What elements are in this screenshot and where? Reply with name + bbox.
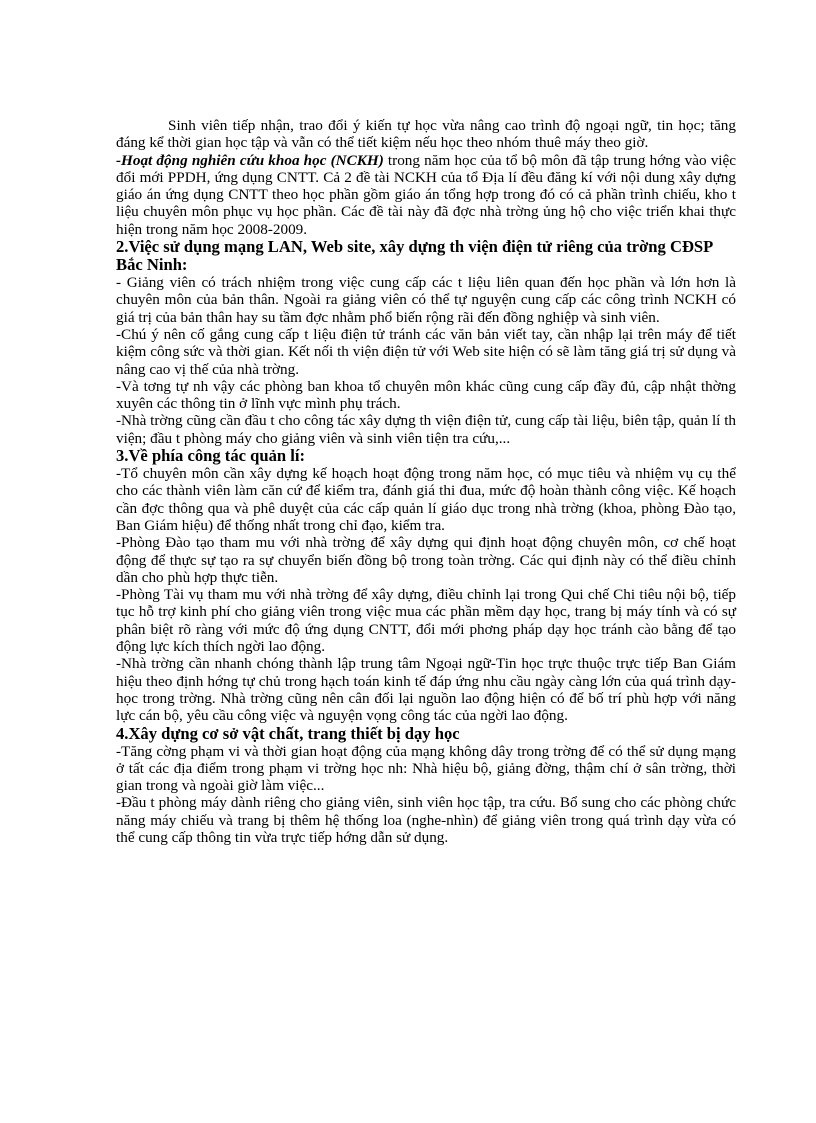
paragraph-language-center: -Nhà trờng cần nhanh chóng thành lập trung tâm Ngoại ngữ-Tin học trực thuộc trực tiếp Ban Giám hiệu theo định hớng tự chủ trong hạch toán kinh tế đáp ứng nhu cầu ngày càng lớn của quá trình dạy-học trong trờng. Nhà trờng cũng nên cân đối lại nguồn lao động hiện có để bố trí phù hợp với năng lực cán bộ, yêu cầu công việc và nguyện vọng công tác của ngời lao động. [116,655,736,725]
document-page [116,117,736,846]
heading-lan-website: 2.Việc sử dụng mạng LAN, Web site, xây dựng th viện điện tử riêng của trờng CĐSP Bắc Ninh: [116,237,713,275]
paragraph-student-self-study: Sinh viên tiếp nhận, trao đổi ý kiến tự học vừa nâng cao trình độ ngoại ngữ, tin học; tăng đáng kể thời gian học tập và vẫn có thể tiết kiệm nếu học theo nhóm thuê máy theo giờ. [116,117,736,152]
paragraph-electronic-material: -Chú ý nên cố gắng cung cấp t liệu điện tử tránh các văn bản viết tay, cần nhập lại trên máy để tiết kiệm công sức và thời gian. Kết nối th viện điện tử với Web site hiện có sẽ làm tăng giá trị sử dụng và nâng cao vị thế của nhà trờng. [116,325,736,378]
paragraph-departments: -Và tơng tự nh vậy các phòng ban khoa tổ chuyên môn khác cũng cung cấp đầy đủ, cập nhật thờng xuyên các thông tin ở lĩnh vực mình phụ trách. [116,377,736,413]
paragraph-finance-office: -Phòng Tài vụ tham mu với nhà trờng để xây dựng, điều chỉnh lại trong Qui chế Chi tiêu nội bộ, tiếp tục hỗ trợ kinh phí cho giảng viên trong việc mua các phần mềm dạy học, trang bị máy tính và có sự phân biệt rõ ràng với mức độ ứng dụng CNTT, đổi mới phơng pháp dạy học tránh cào bằng để tạo động lực kích thích ngời lao động. [116,586,736,656]
research-lead: -Hoạt động nghiên cứu khoa học (NCKH) [116,151,384,169]
paragraph-computer-room: -Đầu t phòng máy dành riêng cho giảng viên, sinh viên học tập, tra cứu. Bổ sung cho các phòng chức năng máy chiếu và trang bị thêm hệ thống loa (nghe-nhìn) để giảng viên trong quá trình dạy vừa có thể cung cấp thông tin vừa trực tiếp hớng dẫn sử dụng. [116,794,736,846]
heading-management: 3.Về phía công tác quản lí: [116,446,306,466]
paragraph-lecturer-responsibility: - Giảng viên có trách nhiệm trong việc cung cấp các t liệu liên quan đến học phần và lớn hơn là chuyên môn của bản thân. Ngoài ra giảng viên có thể tự nguyện cung cấp các công trình NCKH có giá trị của bản thân hay su tầm đợc nhằm phổ biến rộng rãi đến đồng nghiệp và sinh viên. [116,274,736,326]
paragraph-training-office: -Phòng Đào tạo tham mu với nhà trờng để xây dựng qui định hoạt động chuyên môn, cơ chế hoạt động để thực sự tạo ra sự chuyển biến đồng bộ trong toàn trờng. Các qui định này có thể điều chỉnh dần cho phù hợp thực tiễn. [116,534,736,586]
paragraph-department-plan: -Tổ chuyên môn cần xây dựng kế hoạch hoạt động trong năm học, có mục tiêu và nhiệm vụ cụ thể cho các thành viên làm căn cứ để kiểm tra, đánh giá thi đua, mức độ hoàn thành công việc. Kế hoạch cần đợc thông qua và phê duyệt của các cấp quản lí giáo dục trong nhà trờng (khoa, phòng Đào tạo, Ban Giám hiệu) để thống nhất trong chỉ đạo, kiểm tra. [116,465,736,534]
paragraph-research-activity [116,152,736,238]
paragraph-wireless-network: -Tăng cờng phạm vi và thời gian hoạt động của mạng không dây trong trờng để có thể sử dụng mạng ở tất các địa điểm trong phạm vi trờng học nh: Nhà hiệu bộ, giảng đờng, thậm chí ở sân trờng, thời gian trong và ngoài giờ làm việc... [116,742,736,795]
heading-facilities: 4.Xây dựng cơ sở vật chất, trang thiết bị dạy học [116,723,460,743]
research-body: trong năm học của tổ bộ môn đã tập trung hớng vào việc đổi mới PPDH, ứng dụng CNTT. Cả 2 đề tài NCKH của tổ Địa lí đều đăng kí với nội dung xây dựng giáo án ứng dụng CNTT theo học phần gồm giáo án tổng hợp trong đó có cả phần trình chiếu, kho t liệu chuyên môn phục vụ học phần. Các đề tài này đã đợc nhà trờng ủng hộ cho việc triển khai thực hiện trong năm học 2008-2009. [116,151,736,238]
paragraph-library-investment: -Nhà trờng cũng cần đầu t cho công tác xây dựng th viện điện tử, cung cấp tài liệu, biên tập, quản lí th viện; đầu t phòng máy cho giảng viên và sinh viên tiện tra cứu,... [116,412,737,447]
